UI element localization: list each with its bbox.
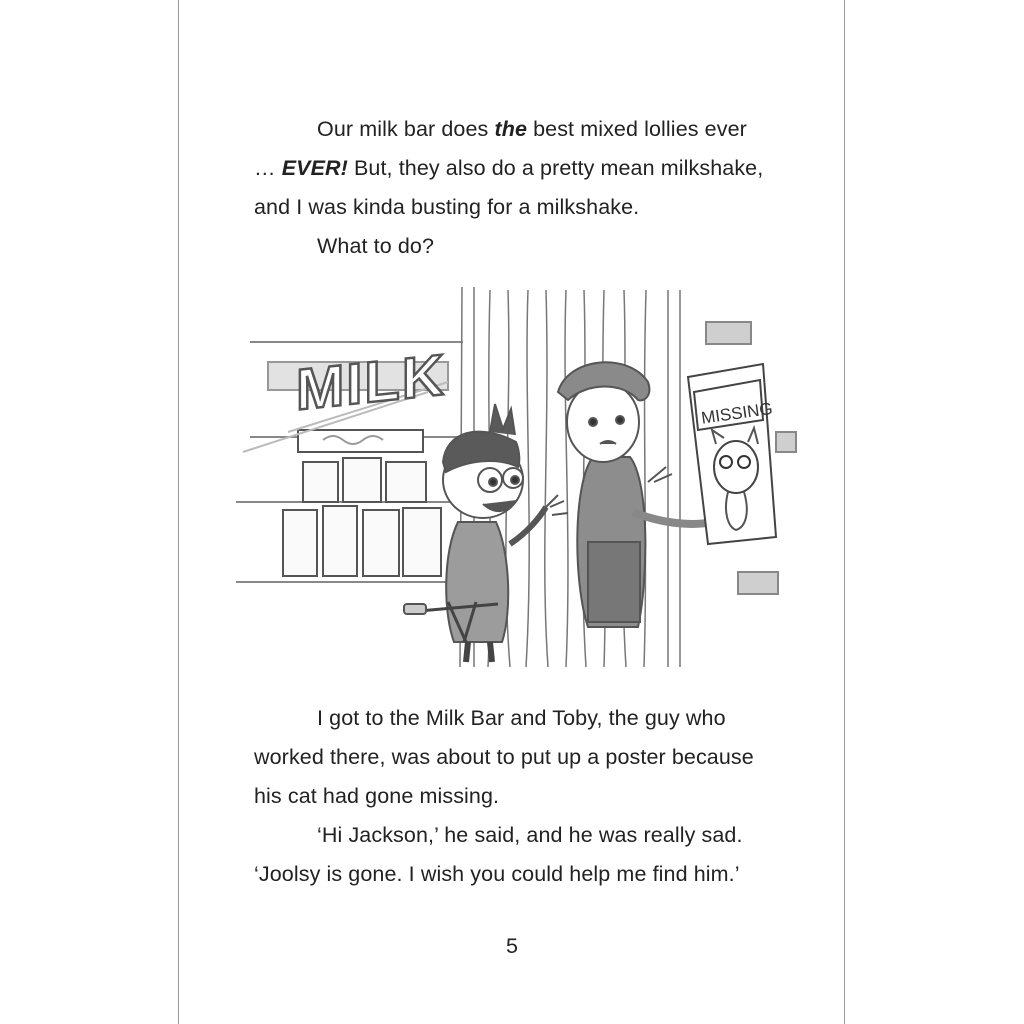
missing-poster-title: MISSING xyxy=(699,398,774,428)
emphasis-text: the xyxy=(494,117,528,141)
paragraph-1-line-1 xyxy=(317,116,747,142)
text-run: Our milk bar does xyxy=(317,117,495,141)
missing-poster xyxy=(688,364,776,544)
emphasis-text: EVER! xyxy=(281,156,348,180)
milk-bar-illustration xyxy=(228,282,808,672)
paragraph-2-line-2: worked there, was about to put up a poster because xyxy=(254,745,754,769)
paragraph-2-line-1: I got to the Milk Bar and Toby, the guy who xyxy=(317,706,726,730)
text-run: … xyxy=(254,156,282,180)
page-number: 5 xyxy=(506,934,518,958)
paragraph-2-line-5: ‘Joolsy is gone. I wish you could help me find him.’ xyxy=(254,862,740,886)
paragraph-2-line-3: his cat had gone missing. xyxy=(254,784,500,808)
paragraph-1-line-4: What to do? xyxy=(317,234,435,258)
paragraph-2-line-4: ‘Hi Jackson,’ he said, and he was really sad. xyxy=(317,823,743,847)
paragraph-1-line-2 xyxy=(254,155,763,181)
text-run: But, they also do a pretty mean milkshake, xyxy=(347,156,764,180)
paragraph-1-line-3: and I was kinda busting for a milkshake. xyxy=(254,195,640,219)
milk-sign-text: MILK xyxy=(296,342,446,423)
toby-character xyxy=(558,362,713,627)
text-run: best mixed lollies ever xyxy=(527,117,747,141)
